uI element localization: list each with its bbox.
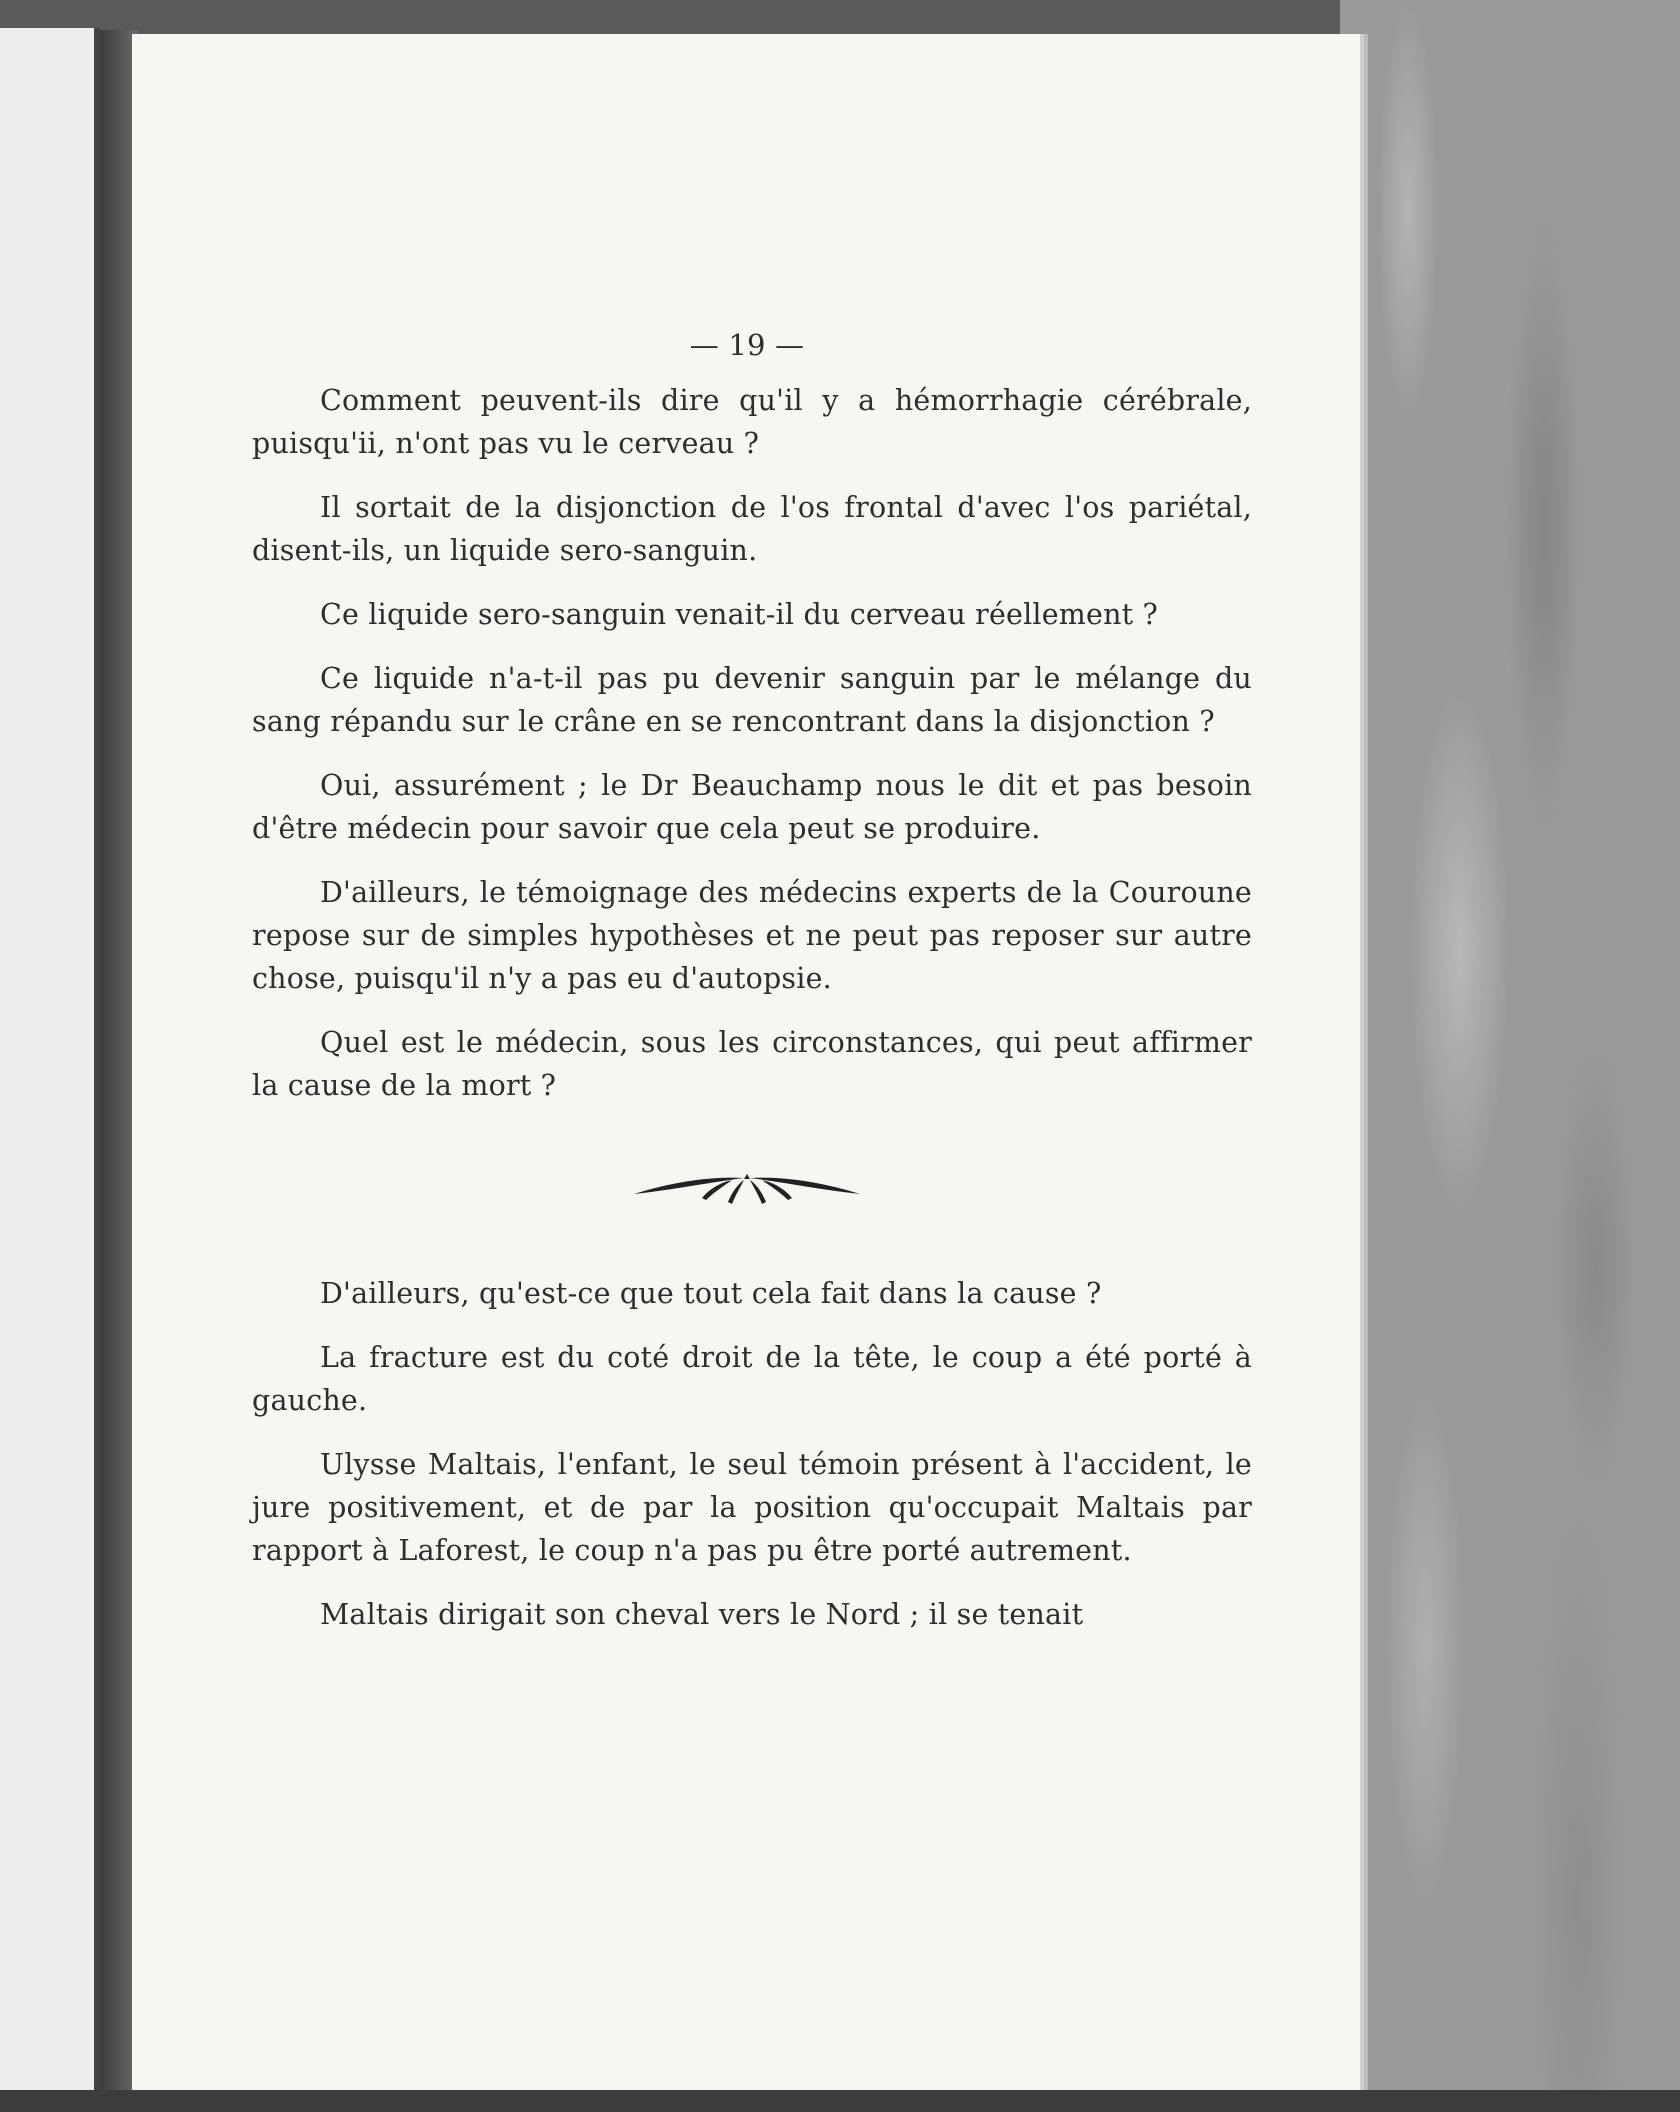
bottom-edge-shadow [0,2090,1680,2112]
mottled-backdrop [1340,0,1680,2112]
fleuron-icon [632,1168,862,1208]
paragraph: Ulysse Maltais, l'enfant, le seul témoin présent à l'accident, le jure positivement, et de par la position qu'occupait Maltais par rapport à Laforest, le coup n'a pas pu être porté autrement. [252,1448,1252,1567]
paragraph: Comment peuvent-ils dire qu'il y a hémorrhagie cérébrale, puisqu'ii, n'ont pas vu le cerveau ? [252,384,1252,460]
page-text [252,324,1252,1657]
paragraph: Quel est le médecin, sous les circonstances, qui peut affirmer la cause de la mort ? [252,1026,1252,1102]
book-page [132,34,1360,2090]
paragraph: Ce liquide n'a-t-il pas pu devenir sanguin par le mélange du sang répandu sur le crâne en se rencontrant dans la disjonction ? [252,662,1252,738]
fleuron-ornament [242,1128,1252,1248]
facing-page-edge [0,28,100,2098]
page-number: — 19 — [689,328,805,362]
paragraph: D'ailleurs, le témoignage des médecins experts de la Couroune repose sur de simples hypothèses et ne peut pas reposer sur autre chose, puisqu'il n'y a pas eu d'autopsie. [252,876,1252,995]
paragraph: Il sortait de la disjonction de l'os frontal d'avec l'os pariétal, disent-ils, un liquide sero-sanguin. [252,491,1252,567]
paragraph: La fracture est du coté droit de la tête, le coup a été porté à gauche. [252,1341,1252,1417]
paragraph: Maltais dirigait son cheval vers le Nord ; il se tenait [320,1598,1084,1631]
paragraph: D'ailleurs, qu'est-ce que tout cela fait dans la cause ? [320,1277,1102,1310]
paragraph: Ce liquide sero-sanguin venait-il du cerveau réellement ? [320,598,1159,631]
paragraph: Oui, assurément ; le Dr Beauchamp nous le dit et pas besoin d'être médecin pour savoir que cela peut se produire. [252,769,1252,845]
